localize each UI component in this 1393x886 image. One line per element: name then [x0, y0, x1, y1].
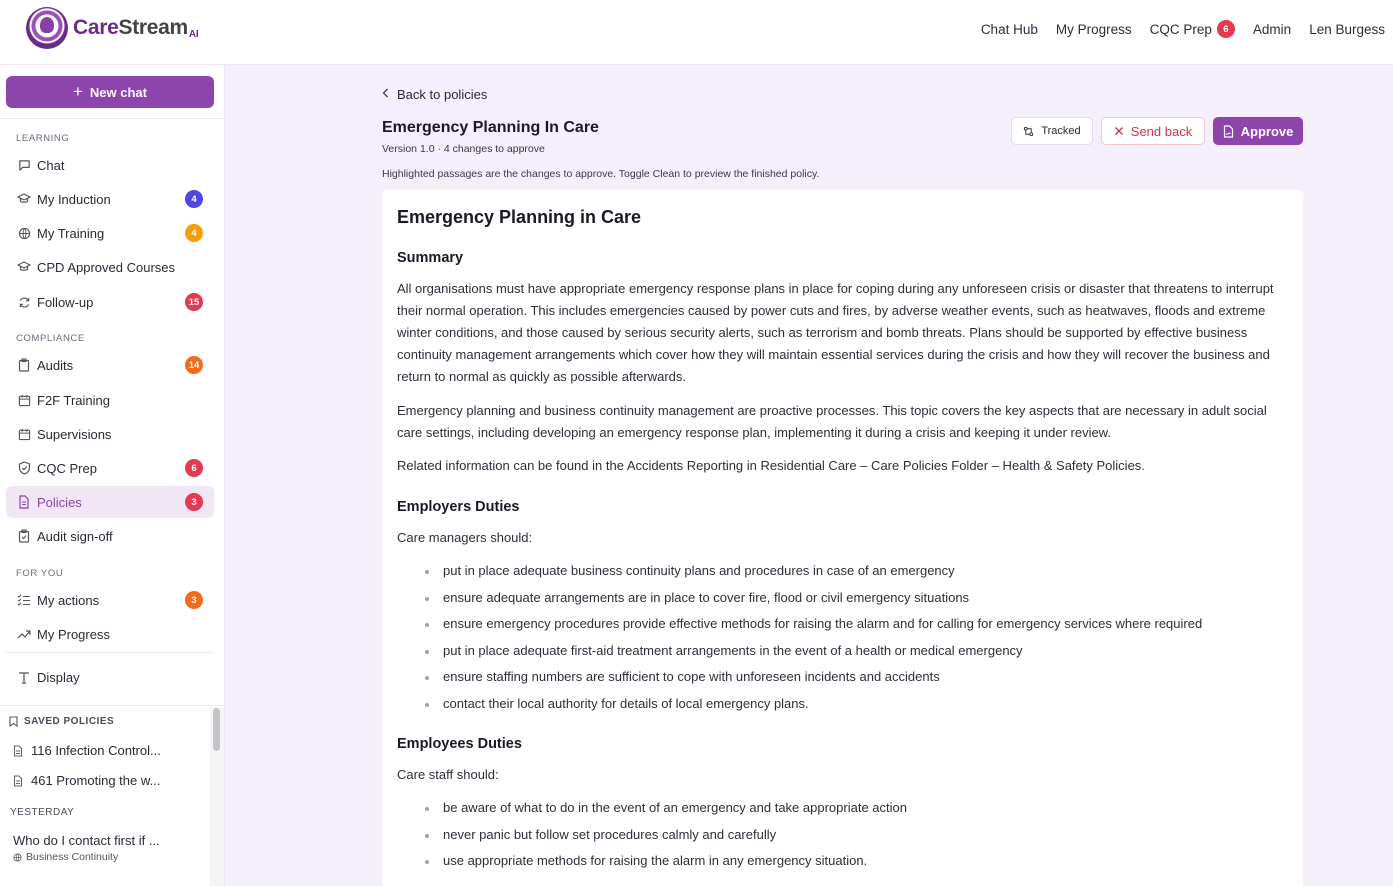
yesterday-heading: YESTERDAY [10, 807, 75, 818]
document-title: Emergency Planning in Care [397, 207, 642, 227]
summary-heading: Summary [397, 250, 464, 266]
page-title: Emergency Planning In Care [382, 119, 599, 136]
topnav-cqc-prep[interactable]: CQC Prep 6 [1150, 20, 1235, 38]
saved-policies-heading: SAVED POLICIES [9, 716, 114, 727]
list-item: contact their local authority for details of local emergency plans. [397, 695, 1202, 722]
file-signature-icon [1223, 125, 1234, 138]
employers-duties-list [397, 562, 1202, 721]
sidebar-item-cqc-prep[interactable]: CQC Prep 6 [6, 452, 214, 484]
plus-icon: + [72, 82, 83, 101]
graduation-cap-icon [17, 260, 31, 274]
saved-policy-item[interactable]: 116 Infection Control... [13, 743, 161, 758]
list-item: put in place adequate business continuity plans and procedures in case of an emergency [397, 562, 1202, 589]
cqc-prep-count-badge: 6 [1217, 20, 1235, 38]
actions-count-badge: 3 [185, 591, 203, 609]
document-icon [17, 495, 31, 509]
shield-check-icon [17, 461, 31, 475]
review-hint: Highlighted passages are the changes to approve. Toggle Clean to preview the finished policy. [382, 168, 820, 180]
list-item: ensure adequate arrangements are in place to cover fire, flood or civil emergency situations [397, 589, 1202, 616]
divider [0, 705, 224, 706]
employers-duties-heading: Employers Duties [397, 499, 520, 515]
clipboard-check-icon [17, 529, 31, 543]
trending-up-icon [17, 627, 31, 641]
sidebar-item-audit-sign-off[interactable]: Audit sign-off [6, 520, 214, 552]
employees-duties-list [397, 799, 907, 879]
induction-count-badge: 4 [185, 190, 203, 208]
sidebar-item-f2f-training[interactable]: F2F Training [6, 384, 214, 416]
top-bar [0, 0, 1393, 65]
audits-count-badge: 14 [185, 356, 203, 374]
sidebar-item-policies[interactable]: Policies 3 [6, 486, 214, 518]
approve-button[interactable]: Approve [1213, 117, 1303, 145]
divider [6, 652, 214, 653]
close-icon [1114, 126, 1124, 136]
send-back-button[interactable]: Send back [1101, 117, 1205, 145]
scrollbar-thumb[interactable] [213, 708, 220, 751]
sidebar-item-my-training[interactable]: My Training 4 [6, 217, 214, 249]
list-item: ensure emergency procedures provide effective methods for raising the alarm and for calling for emergency services where required [397, 615, 1202, 642]
sidebar-item-supervisions[interactable]: Supervisions [6, 418, 214, 450]
section-for-you: FOR YOU [16, 568, 64, 579]
sidebar-item-cpd-approved-courses[interactable]: CPD Approved Courses [6, 251, 214, 283]
list-item: ensure staffing numbers are sufficient to cope with unforeseen incidents and accidents [397, 668, 1202, 695]
new-chat-button[interactable]: + New chat [6, 76, 214, 108]
text-type-icon [17, 670, 31, 684]
user-menu[interactable]: Len Burgess [1309, 21, 1385, 37]
tracked-toggle-button[interactable]: Tracked [1011, 117, 1093, 145]
chevron-left-icon [382, 88, 389, 101]
conversation-item[interactable]: Who do I contact first if ... [13, 833, 160, 848]
document-icon [13, 775, 23, 787]
topnav-my-progress[interactable]: My Progress [1055, 21, 1132, 37]
sidebar-item-display[interactable]: Display [6, 661, 214, 693]
follow-up-count-badge: 15 [185, 293, 203, 311]
sidebar-item-my-progress[interactable]: My Progress [6, 618, 214, 650]
clipboard-icon [17, 358, 31, 372]
list-item: put in place adequate first-aid treatment arrangements in the event of a health or medical emergency [397, 642, 1202, 669]
divider [0, 118, 224, 119]
list-item: never panic but follow set procedures calmly and carefully [397, 826, 907, 853]
sidebar-item-chat[interactable]: Chat [6, 149, 214, 181]
saved-policy-item[interactable]: 461 Promoting the w... [13, 773, 160, 788]
employees-intro: Care staff should: [397, 767, 499, 782]
summary-paragraph: All organisations must have appropriate emergency response plans in place for coping during any unforeseen crisis or disaster that threatens to interrupt their normal operation. This includes emergencies caused by power cuts and fires, by adverse weather events, such as heatwaves, floods and extreme winter conditions, and those caused by serious security alerts, such as terrorism and bomb threats. Plans should be supported by effective business continuity management arrangements which cover how they will maintain essential services during the crisis and how they will recover the business and return to normal as quickly as possible afterwards. [397, 281, 1274, 384]
sidebar-item-audits[interactable]: Audits 14 [6, 349, 214, 381]
checklist-icon [17, 593, 31, 607]
calendar-icon [17, 393, 31, 407]
training-count-badge: 4 [185, 224, 203, 242]
sidebar-item-my-actions[interactable]: My actions 3 [6, 584, 214, 616]
topnav-chat-hub[interactable]: Chat Hub [980, 21, 1038, 37]
git-compare-icon [1023, 126, 1034, 137]
globe-icon [13, 853, 22, 862]
cqc-prep-sidebar-badge: 6 [185, 459, 203, 477]
back-to-policies-link[interactable]: Back to policies [382, 87, 487, 102]
sidebar [0, 65, 225, 886]
employers-intro: Care managers should: [397, 530, 533, 545]
summary-paragraph: Related information can be found in the Accidents Reporting in Residential Care – Care Policies Folder – Health & Safety Policies. [397, 458, 1145, 473]
bookmark-icon [9, 716, 18, 727]
sidebar-item-my-induction[interactable]: My Induction 4 [6, 183, 214, 215]
chat-bubble-icon [17, 158, 31, 172]
globe-icon [17, 226, 31, 240]
list-item: be aware of what to do in the event of an emergency and take appropriate action [397, 799, 907, 826]
calendar-icon [17, 427, 31, 441]
section-learning: LEARNING [16, 133, 70, 144]
policy-document [382, 190, 1303, 886]
version-meta: Version 1.0 · 4 changes to approve [382, 143, 545, 155]
policies-count-badge: 3 [185, 493, 203, 511]
section-compliance: COMPLIANCE [16, 333, 85, 344]
sidebar-item-follow-up[interactable]: Follow-up 15 [6, 286, 214, 318]
conversation-tag: Business Continuity [13, 851, 118, 863]
brand-name: CareStreamAI [73, 16, 199, 40]
topnav-admin[interactable]: Admin [1252, 21, 1292, 37]
tree-logo-icon [26, 7, 68, 49]
employees-duties-heading: Employees Duties [397, 736, 522, 752]
document-icon [13, 745, 23, 757]
top-nav [981, 20, 1385, 38]
graduation-cap-icon [17, 192, 31, 206]
list-item: use appropriate methods for raising the alarm in any emergency situation. [397, 852, 907, 879]
refresh-icon [17, 295, 31, 309]
brand-logo[interactable] [26, 7, 198, 49]
summary-paragraph: Emergency planning and business continuity management are proactive processes. This topic covers the key aspects that are necessary in adult social care settings, including developing an emergency response plan, implementing it during a crisis and keeping it under review. [397, 403, 1267, 440]
saved-policies-panel [0, 707, 210, 886]
